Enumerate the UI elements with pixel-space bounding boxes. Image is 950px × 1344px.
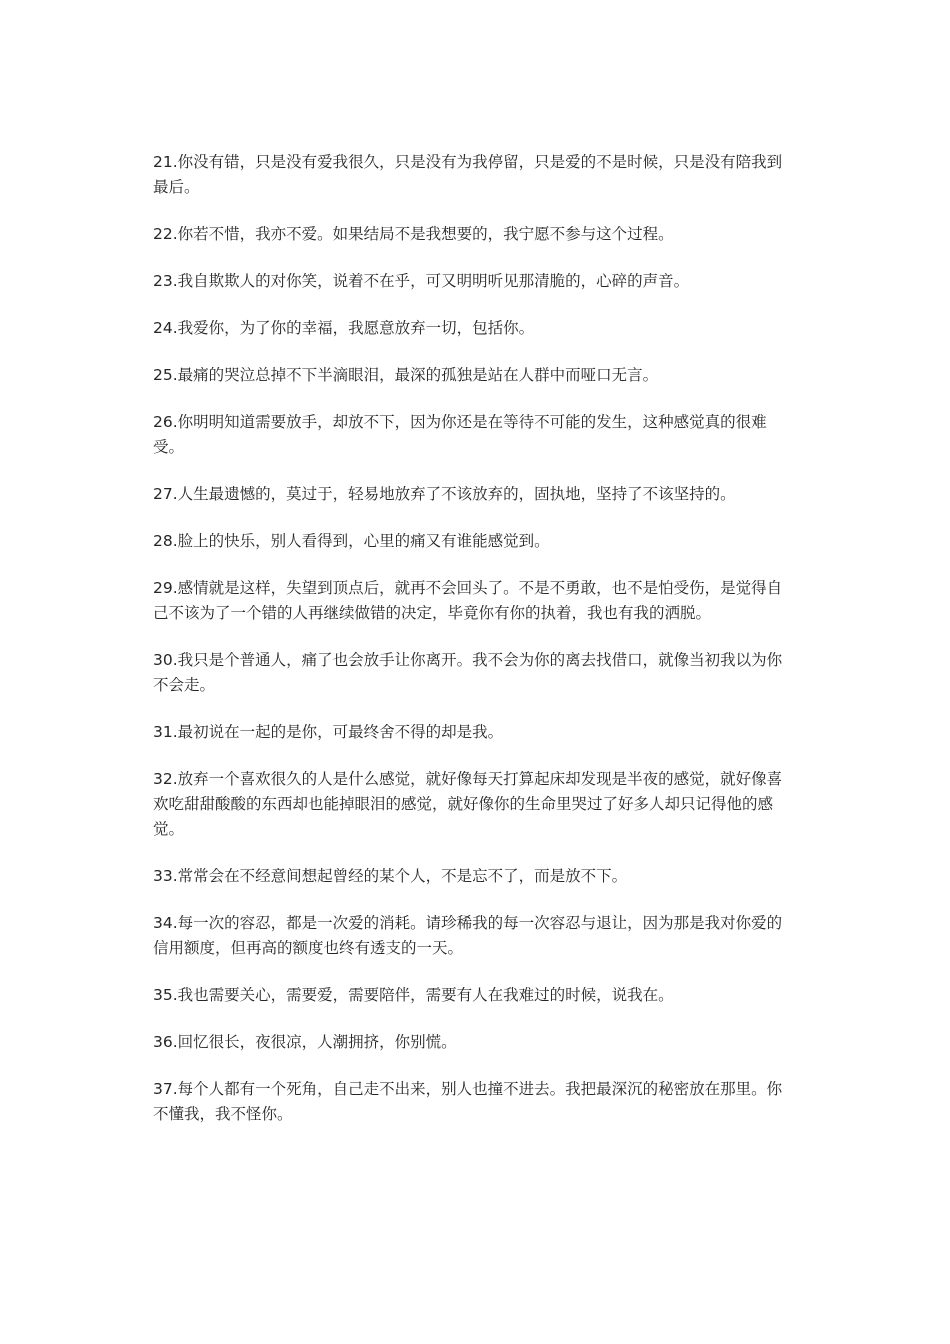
paragraph-36: 36.回忆很长，夜很凉，人潮拥挤，你别慌。 — [153, 1033, 457, 1051]
paragraph-24: 24.我爱你，为了你的幸福，我愿意放弃一切，包括你。 — [153, 319, 535, 337]
paragraph-34: 34.每一次的容忍，都是一次爱的消耗。请珍稀我的每一次容忍与退让，因为那是我对你爱的信用额度，但再高的额度也终有透支的一天。 — [153, 914, 783, 957]
paragraph-28: 28.脸上的快乐，别人看得到，心里的痛又有谁能感觉到。 — [153, 532, 550, 550]
paragraph-25: 25.最痛的哭泣总掉不下半滴眼泪，最深的孤独是站在人群中而哑口无言。 — [153, 366, 659, 384]
paragraph-30: 30.我只是个普通人，痛了也会放手让你离开。我不会为你的离去找借口，就像当初我以为你不会走。 — [153, 651, 783, 694]
paragraph-33: 33.常常会在不经意间想起曾经的某个人，不是忘不了，而是放不下。 — [153, 867, 628, 885]
paragraph-32: 32.放弃一个喜欢很久的人是什么感觉，就好像每天打算起床却发现是半夜的感觉，就好像喜欢吃甜甜酸酸的东西却也能掉眼泪的感觉，就好像你的生命里哭过了好多人却只记得他的感觉。 — [153, 770, 783, 838]
paragraph-35: 35.我也需要关心，需要爱，需要陪伴，需要有人在我难过的时候，说我在。 — [153, 986, 674, 1004]
paragraph-21: 21.你没有错，只是没有爱我很久，只是没有为我停留，只是爱的不是时候，只是没有陪我到最后。 — [153, 153, 783, 196]
paragraph-37: 37.每个人都有一个死角，自己走不出来，别人也撞不进去。我把最深沉的秘密放在那里。你不懂我，我不怪你。 — [153, 1080, 783, 1123]
paragraph-27: 27.人生最遗憾的，莫过于，轻易地放弃了不该放弃的，固执地，坚持了不该坚持的。 — [153, 485, 736, 503]
paragraph-26: 26.你明明知道需要放手，却放不下，因为你还是在等待不可能的发生，这种感觉真的很难受。 — [153, 413, 767, 456]
document-body — [153, 150, 793, 1149]
paragraph-31: 31.最初说在一起的是你，可最终舍不得的却是我。 — [153, 723, 504, 741]
paragraph-29: 29.感情就是这样，失望到顶点后，就再不会回头了。不是不勇敢，也不是怕受伤，是觉得自己不该为了一个错的人再继续做错的决定，毕竟你有你的执着，我也有我的洒脱。 — [153, 579, 783, 622]
paragraph-22: 22.你若不惜，我亦不爱。如果结局不是我想要的，我宁愿不参与这个过程。 — [153, 225, 674, 243]
paragraph-23: 23.我自欺欺人的对你笑，说着不在乎，可又明明听见那清脆的，心碎的声音。 — [153, 272, 690, 290]
